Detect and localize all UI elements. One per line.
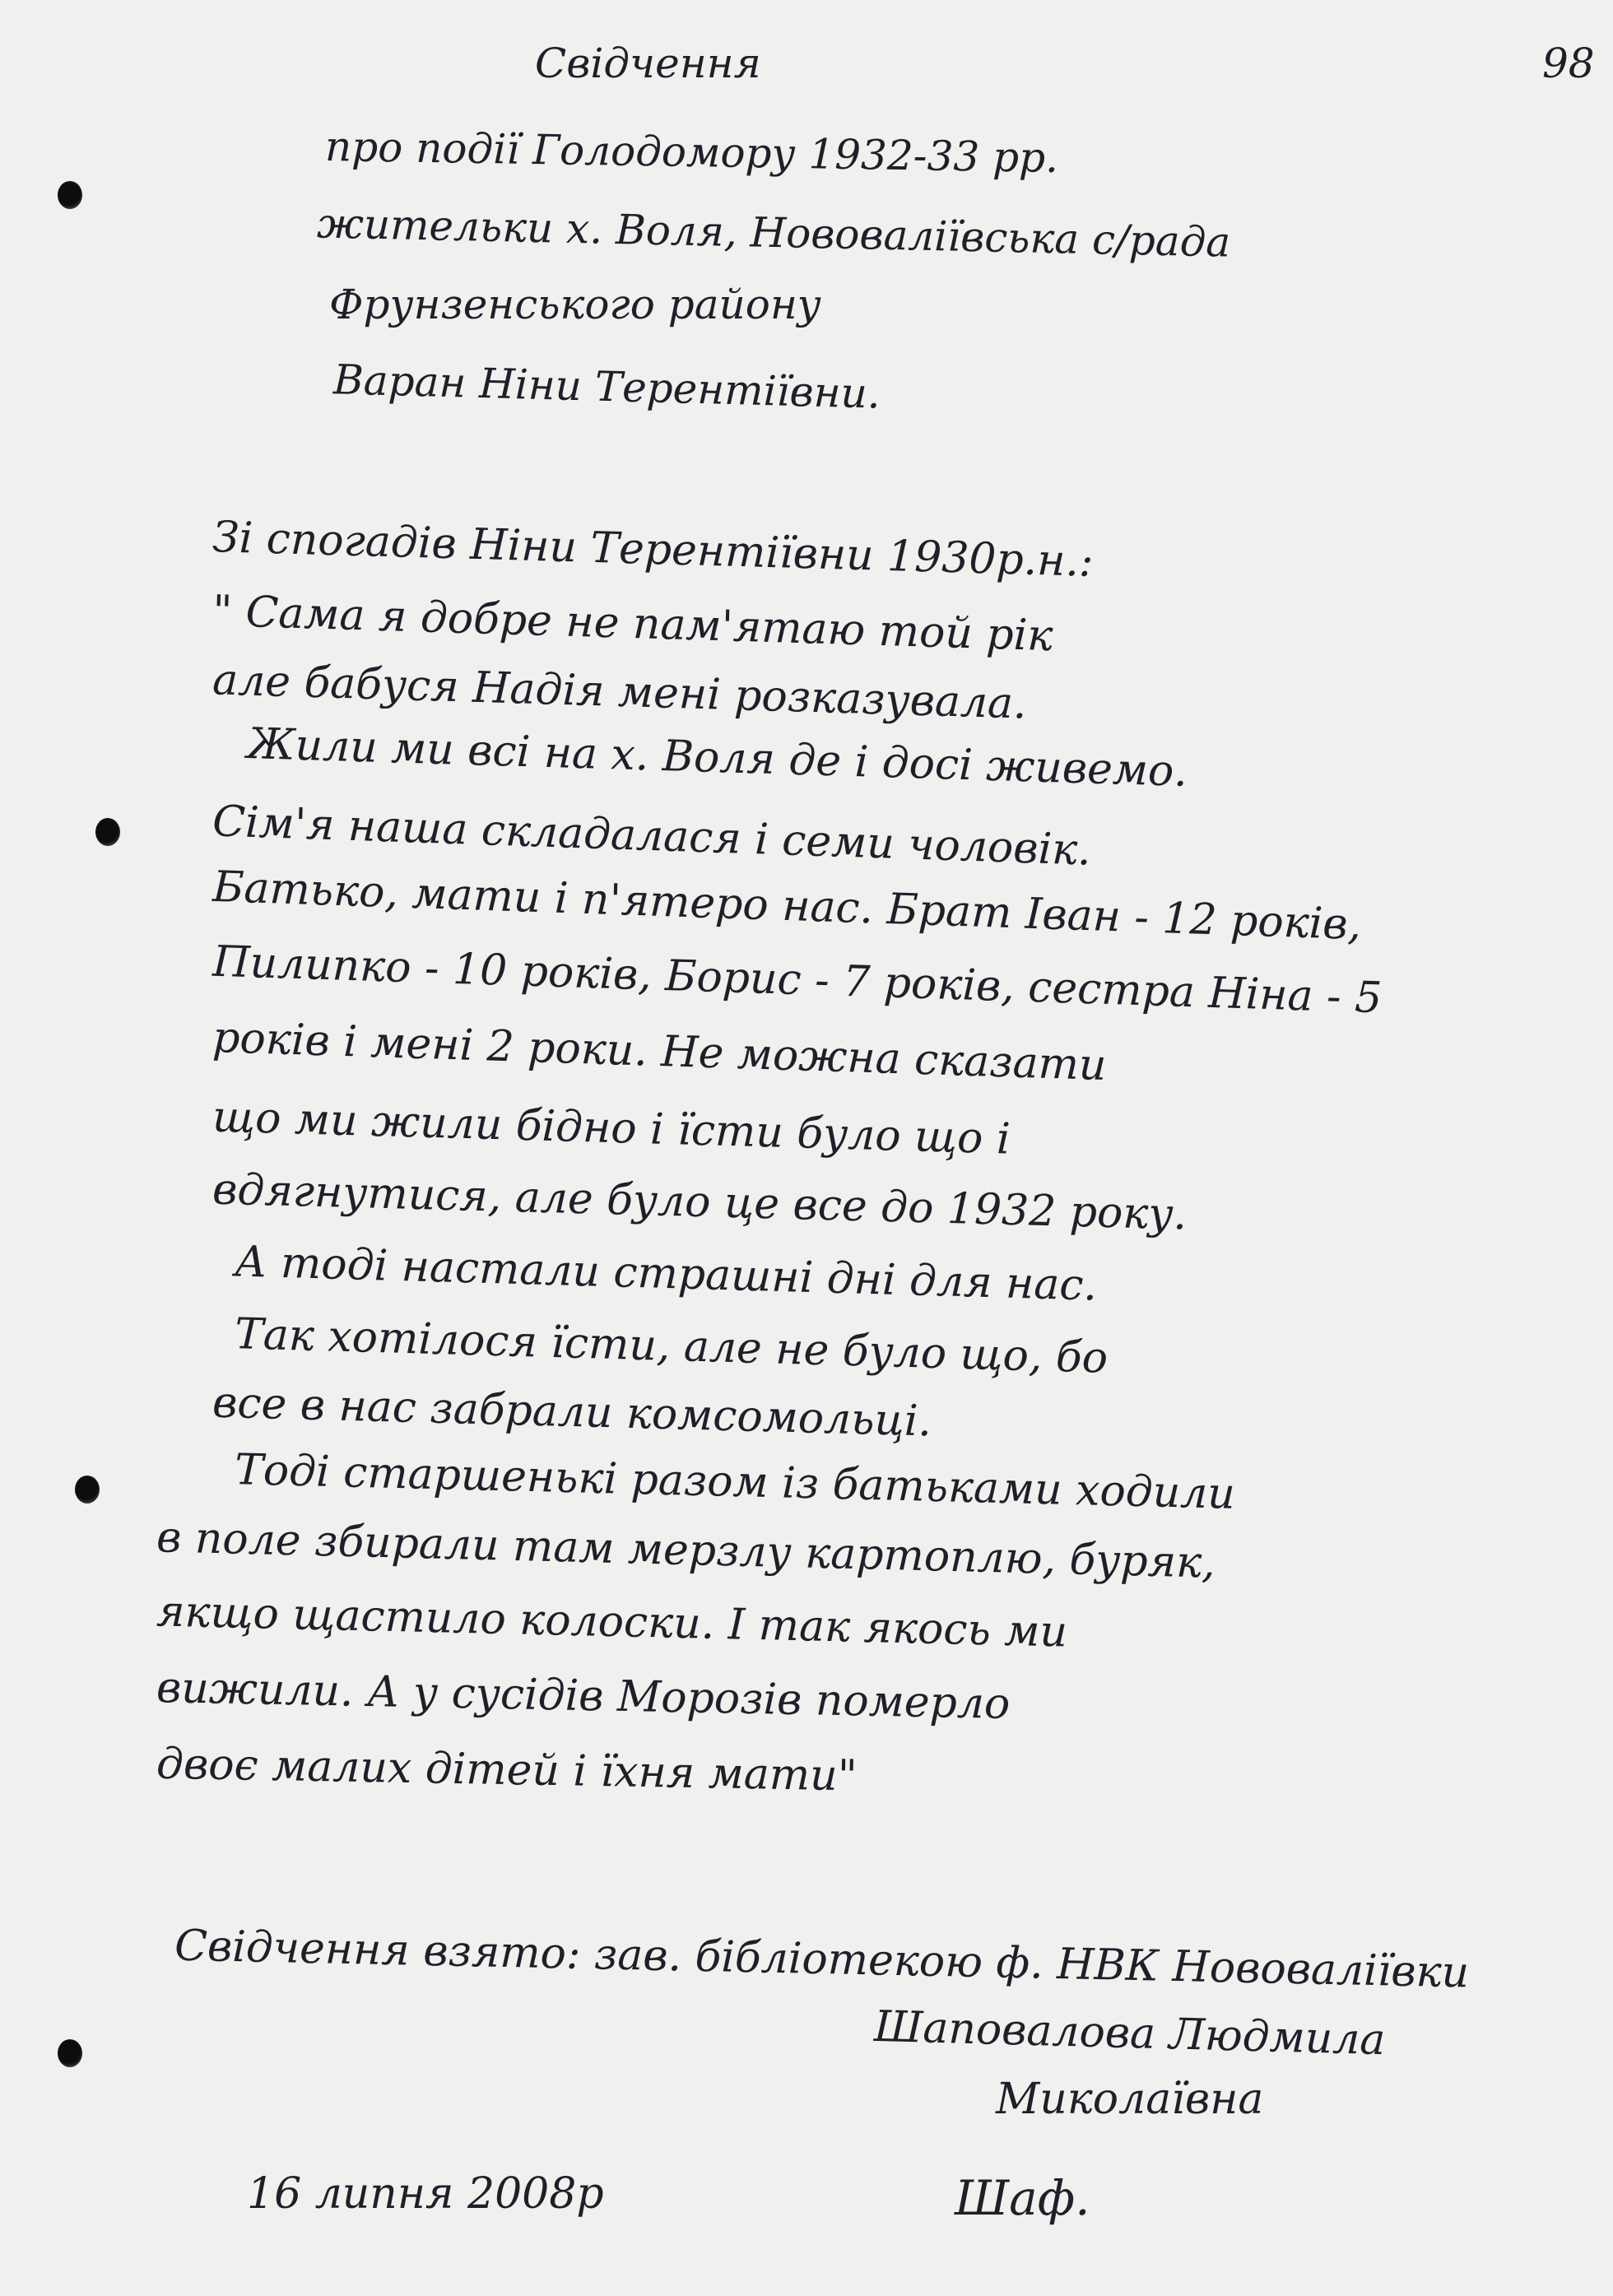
- testimony-line: " Сама я добре не пам'ятаю той рік: [212, 586, 1054, 662]
- testimony-line: Сім'я наша складалася і семи чоловік.: [212, 797, 1092, 876]
- recorder-patronymic: Миколаївна: [996, 2075, 1264, 2124]
- header-line: Фрунзенського району: [329, 281, 821, 328]
- punch-hole: [58, 181, 82, 209]
- header-line: Варан Ніни Терентіївни.: [332, 356, 881, 418]
- document-title: Свідчення: [535, 40, 761, 87]
- header-line: про події Голодомору 1932-33 рр.: [324, 123, 1059, 182]
- recorder-name: Шаповалова Людмила: [873, 2001, 1387, 2066]
- testimony-line: А тоді настали страшні дні для нас.: [234, 1237, 1098, 1311]
- testimony-line: якщо щастило колоски. І так якось ми: [156, 1587, 1068, 1657]
- punch-hole: [95, 818, 120, 846]
- attestation-line: Свідчення взято: зав. бібліотекою ф. НВК Нововаліївки: [174, 1921, 1470, 1998]
- testimony-line: Батько, мати і п'ятеро нас. Брат Іван - 12 років,: [212, 862, 1363, 950]
- testimony-line: в поле збирали там мерзлу картоплю, буряк,: [156, 1513, 1216, 1588]
- testimony-line: Зі спогадів Ніни Терентіївни 1930р.н.:: [212, 513, 1095, 587]
- page-number: 98: [1542, 40, 1595, 87]
- testimony-line: вижили. А у сусідів Морозів померло: [156, 1663, 1011, 1729]
- punch-hole: [75, 1476, 100, 1504]
- header-line: жительки х. Воля, Нововаліївська с/рада: [316, 199, 1231, 267]
- document-date: 16 липня 2008р: [247, 2169, 604, 2219]
- testimony-line: Так хотілося їсти, але не було що, бо: [234, 1309, 1109, 1383]
- testimony-line: що ми жили бідно і їсти було що і: [212, 1092, 1011, 1164]
- testimony-line: двоє малих дітей і їхня мати": [156, 1739, 858, 1801]
- testimony-line: все в нас забрали комсомольці.: [212, 1378, 932, 1447]
- testimony-line: років і мені 2 роки. Не можна сказати: [212, 1012, 1108, 1091]
- testimony-line: вдягнутися, але було це все до 1932 року.: [212, 1164, 1188, 1240]
- signature: Шаф.: [955, 2170, 1090, 2226]
- testimony-line: але бабуся Надія мені розказувала.: [212, 655, 1028, 729]
- punch-hole: [58, 2039, 82, 2067]
- testimony-line: Жили ми всі на х. Воля де і досі живемо.: [246, 719, 1188, 797]
- testimony-line: Тоді старшенькі разом із батьками ходили: [234, 1445, 1236, 1519]
- testimony-line: Пилипко - 10 років, Борис - 7 років, сестра Ніна - 5: [212, 937, 1383, 1024]
